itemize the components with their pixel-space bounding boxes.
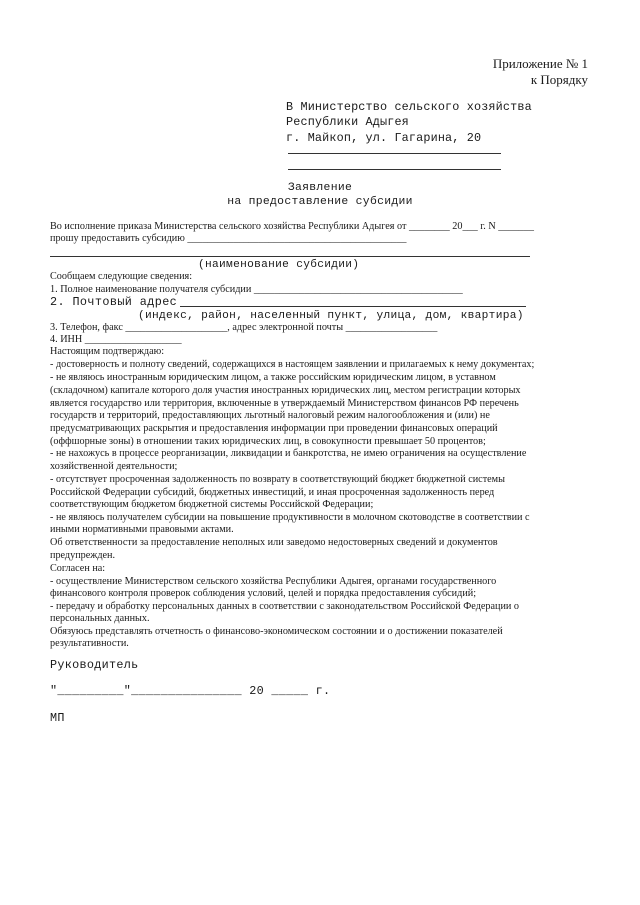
confirm-line: Об ответственности за предоставление неполных или заведомо недостоверных сведений и документов <box>50 537 498 548</box>
confirm-line: - достоверность и полноту сведений, содержащихся в настоящем заявлении и прилагаемых к нему документах; <box>50 359 535 370</box>
confirm-line: - отсутствует просроченная задолженность по возврату в соответствующий бюджет бюджетной системы <box>50 474 505 485</box>
confirm-line: финансового контроля проверок соблюдения условий, целей и порядка предоставления субсидий; <box>50 588 477 599</box>
confirm-line: иными нормативными правовыми актами. <box>50 524 234 535</box>
addressee-blank-line <box>288 153 501 154</box>
confirm-line: - осуществление Министерством сельского хозяйства Республики Адыгея, органами государственного <box>50 576 497 587</box>
info-item-2: 2. Почтовый адрес <box>50 295 178 309</box>
postal-address-hint: (индекс, район, населенный пункт, улица, дом, квартира) <box>138 310 524 322</box>
appendix-line-2: к Порядку <box>530 72 588 87</box>
signature-date-line: "_________"_______________ 20 _____ г. <box>50 684 331 698</box>
info-item-4: 4. ИНН ___________________ <box>50 334 182 345</box>
intro-line-1: Во исполнение приказа Министерства сельского хозяйства Республики Адыгея от ________ 20___ г. N _______ <box>50 221 534 232</box>
info-heading: Сообщаем следующие сведения: <box>50 271 193 282</box>
addressee-line-3: г. Майкоп, ул. Гагарина, 20 <box>286 131 482 145</box>
confirm-line: - не нахожусь в процессе реорганизации, ликвидации и банкротства, не имею ограничения на осуществление <box>50 448 527 459</box>
head-signature-label: Руководитель <box>50 658 139 672</box>
info-item-3: 3. Телефон, факс ____________________, адрес электронной почты __________________ <box>50 322 438 333</box>
confirm-line: - передачу и обработку персональных данных в соответствии с законодательством Российской Федерации о <box>50 601 520 612</box>
subsidy-name-line <box>50 256 530 257</box>
confirm-heading: Настоящим подтверждаю: <box>50 346 165 357</box>
confirm-line: хозяйственной деятельности; <box>50 461 178 472</box>
addressee-blank-line <box>288 169 501 170</box>
confirm-line: персональных данных. <box>50 613 150 624</box>
subsidy-name-hint: (наименование субсидии) <box>198 259 360 271</box>
confirm-line: Обязуюсь представлять отчетность о финансово-экономическом состоянии и о достижении показателей <box>50 626 503 637</box>
confirm-line: предупрежден. <box>50 550 116 561</box>
postal-address-line <box>180 306 526 307</box>
stamp-label: МП <box>50 711 65 725</box>
confirm-line: государств и территорий, предоставляющих льготный налоговый режим налогообложения и (или) не <box>50 410 490 421</box>
info-item-1: 1. Полное наименование получателя субсидии _________________________________________ <box>50 284 463 295</box>
confirm-line: - не являюсь иностранным юридическим лицом, а также российским юридическим лицом, в уставном <box>50 372 496 383</box>
confirm-line: предусматривающих раскрытия и предоставления информации при проведении финансовых операций <box>50 423 498 434</box>
document-title: Заявление <box>287 182 353 194</box>
confirm-line: результативности. <box>50 638 129 649</box>
confirm-line: соответствующим бюджетом бюджетной системы Российской Федерации; <box>50 499 374 510</box>
confirm-line: (оффшорные зоны) в отношении таких юридических лиц, в совокупности превышает 50 процентов; <box>50 436 486 447</box>
intro-line-2: прошу предоставить субсидию ___________________________________________ <box>50 233 407 244</box>
confirm-line: Российской Федерации субсидий, бюджетных инвестиций, и иная просроченная задолженность перед <box>50 487 495 498</box>
addressee-line-1: В Министерство сельского хозяйства <box>286 100 532 114</box>
confirm-line: является государство или территория, включенные в утверждаемый Министерством финансов РФ перечень <box>50 398 519 409</box>
document-subtitle: на предоставление субсидии <box>227 196 413 208</box>
appendix-line-1: Приложение № 1 <box>492 56 588 71</box>
confirm-line: (складочном) капитале которого доля участия иностранных юридических лиц, местом регистрации которых <box>50 385 521 396</box>
confirm-line: Согласен на: <box>50 563 106 574</box>
addressee-line-2: Республики Адыгея <box>286 115 409 129</box>
confirm-line: - не являюсь получателем субсидии на повышение продуктивности в молочном скотоводстве в соответствии с <box>50 512 530 523</box>
